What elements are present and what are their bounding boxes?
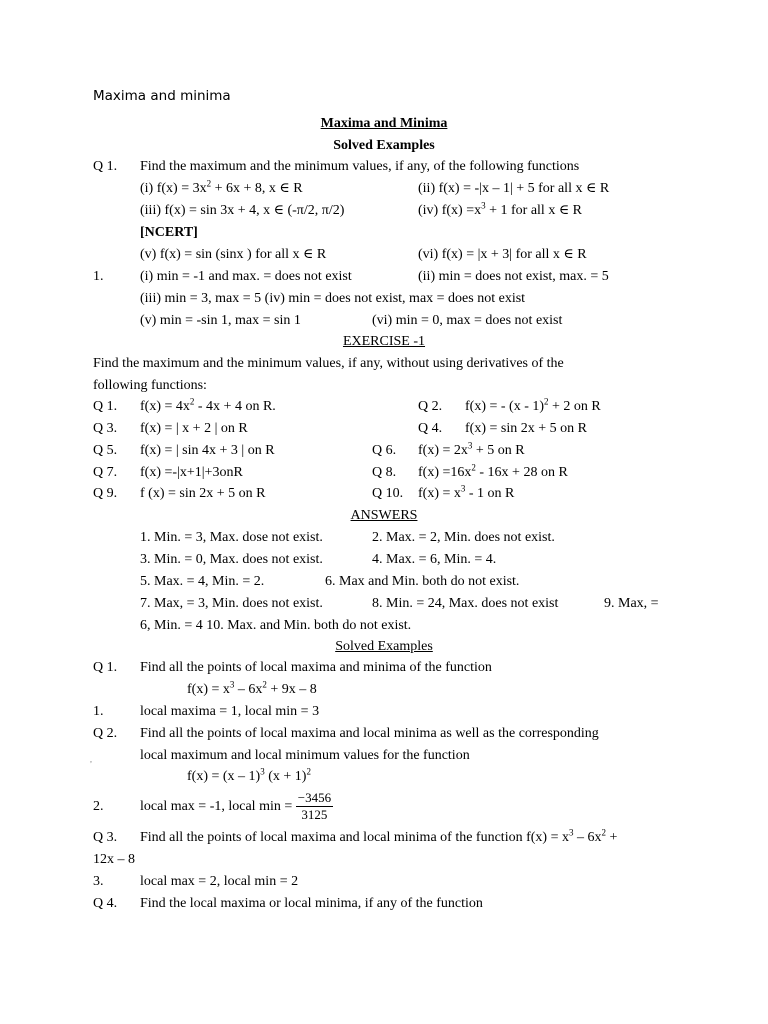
question-part: (iv) $f(x) =x^3 + 1$ for all x ∈ R (418, 200, 583, 218)
source-tag: [NCERT] (140, 225, 198, 240)
exercise-question: f(x) = sin 2x + 5 on R (465, 421, 587, 436)
answer-item: 3. Min. = 0, Max. does not exist. (140, 552, 323, 567)
exercise-question: $f(x) = 2x^3 + 5$ on R (418, 440, 525, 458)
question-text: Find the maximum and the minimum values, if any, of the following functions (140, 159, 580, 174)
exercise-question: $f(x) = 4x^2 - 4x + 4$ on R. (140, 396, 276, 414)
answer-text: local max = 2, local min = 2 (140, 874, 299, 889)
exercise-question-number: Q 6. (372, 443, 397, 458)
fraction-denominator: 3125 (301, 807, 328, 823)
exercise-intro: following functions: (93, 378, 207, 393)
answer-item: 1. Min. = 3, Max. dose not exist. (140, 530, 323, 545)
exercise-question-number: Q 10. (372, 486, 404, 501)
answer-item: 8. Min. = 24, Max. does not exist (372, 596, 559, 611)
exercise-question-number: Q 5. (93, 443, 118, 458)
exercise-question: f(x) = - (x - 1)$^2$ + 2 on R (465, 396, 601, 414)
answer-item: 9. Max, = (604, 596, 659, 611)
question-text: Find all the points of local maxima and local minima as well as the corresponding (140, 726, 599, 741)
fraction-numerator: −3456 (297, 790, 332, 806)
function-expression: $f(x) = x^3 - 6x^2 + 9x - 8$ (187, 679, 317, 697)
fraction (296, 790, 333, 823)
exercise-question-number: Q 4. (418, 421, 443, 436)
answer-item: 2. Max. = 2, Min. does not exist. (372, 530, 555, 545)
exercise-question: $f(x) = x^3 - 1$ on R (418, 483, 515, 501)
question-text: local maximum and local minimum values for the function (140, 748, 470, 763)
exercise-question-number: Q 1. (93, 399, 118, 414)
question-part: (ii) f(x) = -|x – 1| + 5 for all x ∈ R (418, 181, 610, 196)
answer-number: 1. (93, 269, 104, 284)
question-number: Q 2. (93, 726, 118, 741)
question-part: (i) $f(x) = 3x^2 + 6x + 8$, x ∈ R (140, 178, 303, 196)
answers-heading: ANSWERS (350, 508, 418, 523)
exercise-question-number: Q 9. (93, 486, 118, 501)
exercise-intro: Find the maximum and the minimum values, if any, without using derivatives of the (93, 356, 564, 371)
answer-text: (v) min = -sin 1, max = sin 1 (140, 313, 301, 328)
question-number: Q 3. (93, 830, 118, 845)
question-part: (vi) f(x) = |x + 3| for all x ∈ R (418, 247, 587, 262)
answer-text: (ii) min = does not exist, max. = 5 (418, 269, 609, 284)
answer-number: 2. (93, 799, 104, 814)
question-number: Q 1. (93, 660, 118, 675)
exercise-question: f (x) = sin 2x + 5 on R (140, 486, 266, 501)
question-number: Q 1. (93, 159, 118, 174)
answer-text: (i) min = -1 and max. = does not exist (140, 269, 352, 284)
section-subtitle: Solved Examples (333, 138, 435, 153)
exercise-question: f(x) = | x + 2 | on R (140, 421, 248, 436)
exercise-heading: EXERCISE -1 (342, 334, 426, 349)
question-part: (iii) f(x) = sin 3x + 4, x ∈ (-π/2, π/2) (140, 203, 345, 218)
exercise-question: f(x) = | sin 4x + 3 | on R (140, 443, 275, 458)
answer-text: local max = -1, local min = $\frac{-3456}{3125}$ (140, 790, 332, 823)
answer-item: 6, Min. = 4 10. Max. and Min. both do not exist. (140, 618, 412, 633)
exercise-question: f(x) =-|x+1|+3onR (140, 465, 243, 480)
answer-item: 6. Max and Min. both do not exist. (325, 574, 520, 589)
exercise-question: $f(x) =16x^2 - 16x + 28$ on R (418, 462, 568, 480)
solved-examples-heading: Solved Examples (335, 639, 433, 654)
exercise-question-number: Q 2. (418, 399, 443, 414)
answer-number: 3. (93, 874, 104, 889)
answer-text: (iii) min = 3, max = 5 (iv) min = does not exist, max = does not exist (140, 291, 526, 306)
answer-text: local maxima = 1, local min = 3 (140, 704, 320, 719)
answer-item: 7. Max, = 3, Min. does not exist. (140, 596, 323, 611)
page-title: Maxima and Minima (320, 116, 448, 131)
exercise-question-number: Q 7. (93, 465, 118, 480)
answer-item: 4. Max. = 6, Min. = 4. (372, 552, 497, 567)
question-text: Find the local maxima or local minima, if any of the function (140, 896, 483, 911)
function-expression: f(x) = (x – 1)$^3$ $(x + 1)^2$ (187, 766, 311, 784)
margin-mark: , (90, 755, 92, 764)
question-part: (v) f(x) = sin (sinx ) for all x ∈ R (140, 247, 327, 262)
answer-number: 1. (93, 704, 104, 719)
question-text: Find all the points of local maxima and minima of the function (140, 660, 492, 675)
document-header-title: Maxima and minima (93, 88, 231, 104)
question-text: Find all the points of local maxima and local minima of the function $f(x) = x^3 - 6x^2$ + (140, 827, 618, 845)
question-text: 12x – 8 (93, 852, 135, 867)
exercise-question-number: Q 3. (93, 421, 118, 436)
answer-item: 5. Max. = 4, Min. = 2. (140, 574, 265, 589)
exercise-question-number: Q 8. (372, 465, 397, 480)
question-number: Q 4. (93, 896, 118, 911)
answer-text: (vi) min = 0, max = does not exist (372, 313, 563, 328)
